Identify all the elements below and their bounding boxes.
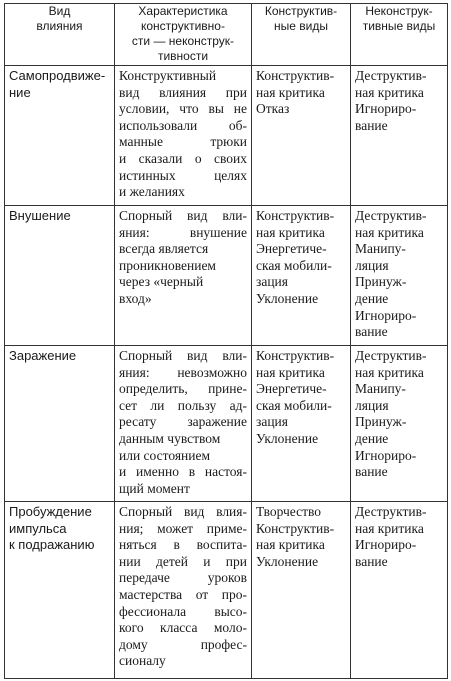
header-nonconstructive (351, 4, 448, 66)
cell-text: Уклонение (256, 290, 319, 306)
table-row (5, 66, 448, 206)
cell-text: фессионала высо- (119, 603, 247, 619)
cell-text: щий момент (119, 480, 190, 496)
cell-text: дение (355, 430, 389, 446)
cell-text: передаче уроков (119, 570, 247, 586)
cell-type (5, 346, 115, 502)
header-characteristic (115, 4, 252, 66)
cell-text: Игнориро- (355, 537, 417, 553)
cell-text: определить, прине- (119, 381, 247, 397)
cell-text: Заражение (9, 348, 77, 363)
cell-text: ние (9, 84, 31, 100)
cell-text: Конструктив- (256, 68, 335, 83)
influence-types-table (4, 3, 448, 679)
cell-constructive (252, 206, 351, 346)
cell-nonconstructive (351, 66, 448, 206)
cell-text: вход» (119, 290, 152, 306)
cell-text: ская мобили- (256, 397, 332, 413)
cell-text: вид влияния при (119, 84, 247, 100)
cell-text: Уклонение (256, 553, 319, 569)
cell-text: Внушение (9, 208, 71, 223)
cell-text: данным чувством (119, 430, 221, 446)
header-text: тивные виды (362, 19, 436, 33)
cell-nonconstructive (351, 502, 448, 679)
cell-characteristic (115, 206, 252, 346)
cell-text: Самопродвиже- (9, 68, 106, 83)
cell-text: импульса (9, 520, 67, 536)
cell-characteristic (115, 346, 252, 502)
cell-text: использовали об- (119, 117, 247, 133)
cell-text: Принуж- (355, 414, 407, 430)
cell-text: Игнориро- (355, 101, 417, 117)
cell-text: вание (355, 117, 388, 133)
cell-text: Деструктив- (355, 504, 427, 519)
cell-text: ресату заражение (119, 414, 247, 430)
cell-text: Конструктив- (256, 348, 335, 363)
cell-text: Конструктивный (119, 68, 217, 83)
cell-type (5, 206, 115, 346)
cell-text: к подражанию (9, 537, 95, 553)
cell-text: Манипу- (355, 241, 406, 257)
cell-text: вание (355, 553, 388, 569)
cell-text: ная критика (256, 364, 325, 380)
cell-text: яния: внушение (119, 224, 247, 240)
cell-text: Манипу- (355, 381, 406, 397)
cell-text: ния; может приме- (119, 520, 247, 536)
cell-text: ная критика (355, 84, 424, 100)
cell-text: зация (256, 274, 288, 290)
cell-text: яния: невозможно (119, 364, 247, 380)
cell-text: и желаниях (119, 184, 185, 200)
cell-text: проникновением (119, 257, 216, 273)
header-text: влияния (36, 19, 83, 33)
header-row (5, 4, 448, 66)
header-text: конструктивно- (141, 19, 225, 33)
cell-text: ная критика (355, 520, 424, 536)
cell-text: Творчество (256, 504, 322, 519)
cell-text: нии детей и при (119, 553, 247, 569)
cell-text: через «черный (119, 274, 204, 290)
header-type (5, 4, 115, 66)
cell-text: Конструктив- (256, 520, 335, 536)
cell-text: дому профес- (119, 636, 247, 652)
header-text: Вид (48, 4, 71, 18)
header-text: сти — неконструк- (131, 34, 235, 48)
cell-text: кого класса моло- (119, 620, 247, 636)
cell-text: сионалу (119, 653, 166, 669)
cell-text: Принуж- (355, 274, 407, 290)
table-row (5, 502, 448, 679)
cell-constructive (252, 502, 351, 679)
table-row (5, 346, 448, 502)
cell-text: ная критика (256, 84, 325, 100)
cell-nonconstructive (351, 346, 448, 502)
cell-text: ная критика (355, 224, 424, 240)
header-text: ные виды (274, 19, 328, 33)
cell-text: условии, что вы не (119, 101, 247, 117)
cell-text: вание (355, 324, 388, 340)
cell-text: дение (355, 290, 389, 306)
cell-characteristic (115, 502, 252, 679)
cell-text: истинных целях (119, 167, 247, 183)
table-row (5, 206, 448, 346)
cell-text: Спорный вид влия- (119, 504, 247, 519)
cell-text: мастерства от про- (119, 586, 247, 602)
cell-text: няться в воспита- (119, 537, 247, 553)
cell-text: Деструктив- (355, 348, 427, 363)
cell-text: Спорный вид вли- (119, 348, 247, 363)
cell-text: и именно в настоя- (119, 464, 247, 480)
cell-text: ская мобили- (256, 257, 332, 273)
cell-text: ляция (355, 397, 389, 413)
cell-text: ная критика (256, 537, 325, 553)
cell-text: сет ли пользу ад- (119, 397, 247, 413)
header-text: Конструктив- (264, 4, 338, 18)
cell-text: вание (355, 464, 388, 480)
header-constructive (252, 4, 351, 66)
cell-text: зация (256, 414, 288, 430)
cell-nonconstructive (351, 206, 448, 346)
cell-text: манные трюки (119, 134, 247, 150)
cell-text: и сказали о своих (119, 150, 247, 166)
cell-type (5, 502, 115, 679)
cell-text: Деструктив- (355, 68, 427, 83)
header-text: тивности (157, 49, 209, 63)
cell-text: Энергетиче- (256, 241, 327, 257)
cell-text: Деструктив- (355, 208, 427, 223)
header-text: Неконструк- (365, 4, 433, 18)
cell-text: Спорный вид вли- (119, 208, 247, 223)
cell-text: Отказ (256, 101, 290, 117)
cell-text: ная критика (256, 224, 325, 240)
cell-type (5, 66, 115, 206)
header-text: Характеристика (138, 4, 228, 18)
cell-text: всегда является (119, 241, 209, 257)
cell-text: Уклонение (256, 430, 319, 446)
cell-text: Игнориро- (355, 447, 417, 463)
cell-text: Энергетиче- (256, 381, 327, 397)
cell-text: ная критика (355, 364, 424, 380)
cell-characteristic (115, 66, 252, 206)
cell-text: или состоянием (119, 447, 211, 463)
cell-text: ляция (355, 257, 389, 273)
cell-text: Конструктив- (256, 208, 335, 223)
cell-text: Пробуждение (9, 504, 92, 519)
cell-constructive (252, 66, 351, 206)
cell-text: Игнориро- (355, 307, 417, 323)
cell-constructive (252, 346, 351, 502)
